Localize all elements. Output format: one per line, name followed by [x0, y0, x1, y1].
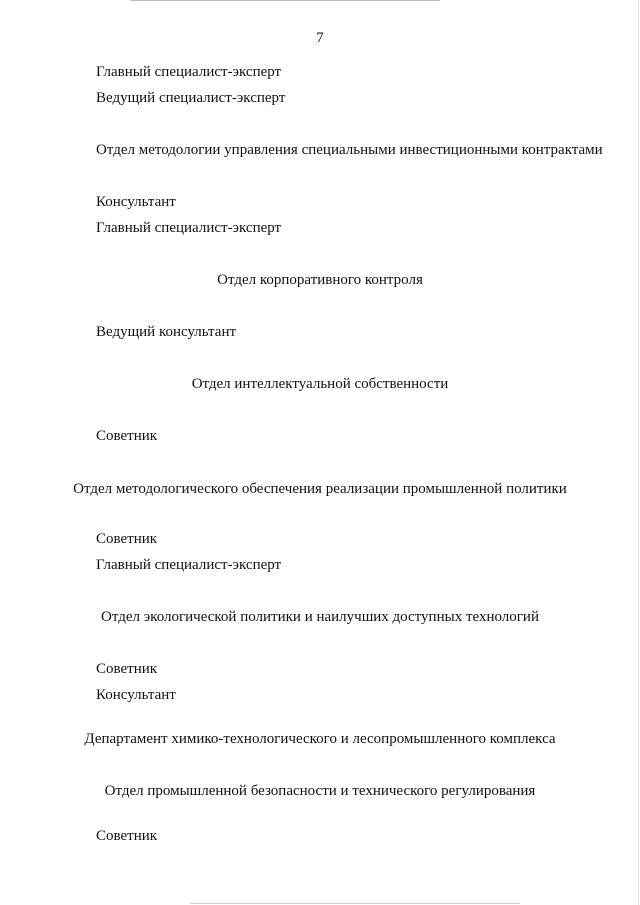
scan-edge-right [638, 0, 639, 905]
position-line: Главный специалист-эксперт [96, 64, 282, 80]
position-line: Советник [96, 428, 158, 444]
position-line: Советник [96, 531, 158, 547]
position-line: Советник [96, 828, 158, 844]
position-line: Ведущий специалист-эксперт [96, 90, 286, 106]
department-heading: Отдел интеллектуальной собственности [191, 376, 449, 392]
page-number: 7 [316, 30, 324, 46]
position-line: Консультант [96, 687, 176, 703]
position-line: Ведущий консультант [96, 324, 237, 340]
department-heading: Отдел методологического обеспечения реализации промышленной политики [73, 481, 567, 497]
position-line: Советник [96, 661, 158, 677]
scan-edge-top [130, 0, 440, 1]
department-heading: Отдел экологической политики и наилучших доступных технологий [101, 609, 539, 625]
position-line: Главный специалист-эксперт [96, 557, 282, 573]
position-line: Главный специалист-эксперт [96, 220, 282, 236]
scan-edge-bottom [190, 903, 520, 904]
department-heading: Департамент химико-технологического и лесопромышленного комплекса [84, 731, 556, 747]
department-heading: Отдел промышленной безопасности и технического регулирования [104, 783, 536, 799]
position-line: Консультант [96, 194, 176, 210]
department-heading: Отдел корпоративного контроля [217, 272, 423, 288]
department-heading: Отдел методологии управления специальными инвестиционными контрактами [96, 142, 603, 158]
